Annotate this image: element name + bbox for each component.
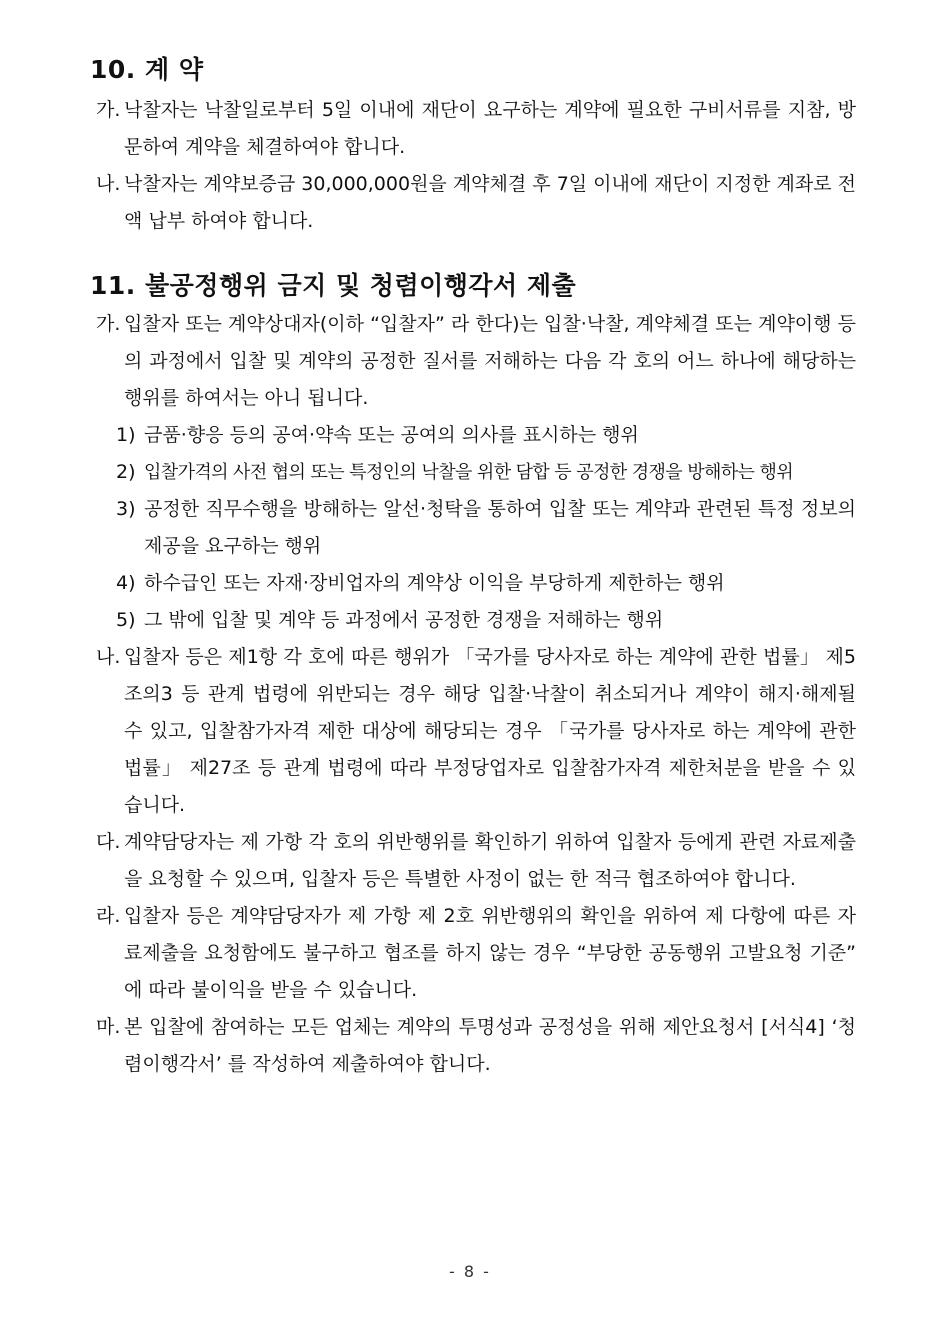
sub-item-3 [116,491,856,565]
item-marker: 가. [96,313,121,335]
sub-item-text: 공정한 직무수행을 방해하는 알선·청탁을 통하여 입찰 또는 계약과 관련된 특정 정보의 제공을 요구하는 행위 [144,498,856,557]
sub-item-1 [116,417,856,454]
section-11-title: 11. 불공정행위 금지 및 청렴이행각서 제출 [90,271,577,300]
page-number: - 8 - [449,1262,491,1281]
item-text: 낙찰자는 낙찰일로부터 5일 이내에 재단이 요구하는 계약에 필요한 구비서류를 지참, 방문하여 계약을 체결하여야 합니다. [124,99,856,158]
item-marker: 라. [96,905,121,927]
section-11-item-da [96,824,856,898]
item-text: 낙찰자는 계약보증금 30,000,000원을 계약체결 후 7일 이내에 재단이 지정한 계좌로 전액 납부 하여야 합니다. [124,173,856,232]
sub-item-marker: 2) [116,461,136,483]
section-10-item-ga [96,92,856,166]
sub-item-text: 그 밖에 입찰 및 계약 등 과정에서 공정한 경쟁을 저해하는 행위 [144,609,664,631]
sub-item-marker: 5) [116,609,136,631]
item-marker: 다. [96,831,121,853]
sub-item-marker: 3) [116,498,136,520]
section-11-item-na [96,639,856,824]
item-text: 본 입찰에 참여하는 모든 업체는 계약의 투명성과 공정성을 위해 제안요청서 [서식4] ‘청렴이행각서’ 를 작성하여 제출하여야 합니다. [124,1016,856,1075]
item-marker: 가. [96,99,121,121]
sub-item-marker: 4) [116,572,136,594]
item-text: 계약담당자는 제 가항 각 호의 위반행위를 확인하기 위하여 입찰자 등에게 관련 자료제출을 요청할 수 있으며, 입찰자 등은 특별한 사정이 없는 한 적극 협조하여야 합니다. [124,831,856,890]
item-text: 입찰자 등은 계약담당자가 제 가항 제 2호 위반행위의 확인을 위하여 제 다항에 따른 자료제출을 요청함에도 불구하고 협조를 하지 않는 경우 “부당한 공동행위 고발요청 기준” 에 따라 불이익을 받을 수 있습니다. [124,905,856,1001]
section-10-title: 10. 계 약 [90,55,204,84]
sub-item-marker: 1) [116,424,136,446]
item-text: 입찰자 등은 제1항 각 호에 따른 행위가 「국가를 당사자로 하는 계약에 관한 법률」 제5조의3 등 관계 법령에 위반되는 경우 해당 입찰·낙찰이 취소되거나 계약이 해지·해제될 수 있고, 입찰참가자격 제한 대상에 해당되는 경우 「국가를 당사자로 하는 계약에 관한 법률」 제27조 등 관계 법령에 따라 부정당업자로 입찰참가자격 제한처분을 받을 수 있습니다. [124,646,856,816]
sub-item-text: 하수급인 또는 자재·장비업자의 계약상 이익을 부당하게 제한하는 행위 [144,572,725,594]
sub-item-text: 입찰가격의 사전 협의 또는 특정인의 낙찰을 위한 담합 등 공정한 경쟁을 방해하는 행위 [144,462,794,483]
section-11-item-ga [96,306,856,417]
section-11-item-ra [96,898,856,1009]
sub-item-4 [116,565,856,602]
sub-item-5 [116,602,856,639]
item-marker: 나. [96,173,121,195]
item-text: 입찰자 또는 계약상대자(이하 “입찰자” 라 한다)는 입찰·낙찰, 계약체결 또는 계약이행 등의 과정에서 입찰 및 계약의 공정한 질서를 저해하는 다음 각 호의 어느 하나에 해당하는 행위를 하여서는 아니 됩니다. [124,313,856,409]
item-marker: 나. [96,646,121,668]
section-10-item-na [96,166,856,240]
section-11-item-ma [96,1009,856,1083]
sub-item-text: 금품·향응 등의 공여·약속 또는 공여의 의사를 표시하는 행위 [144,424,639,446]
sub-item-2 [116,454,856,491]
item-marker: 마. [96,1016,121,1038]
